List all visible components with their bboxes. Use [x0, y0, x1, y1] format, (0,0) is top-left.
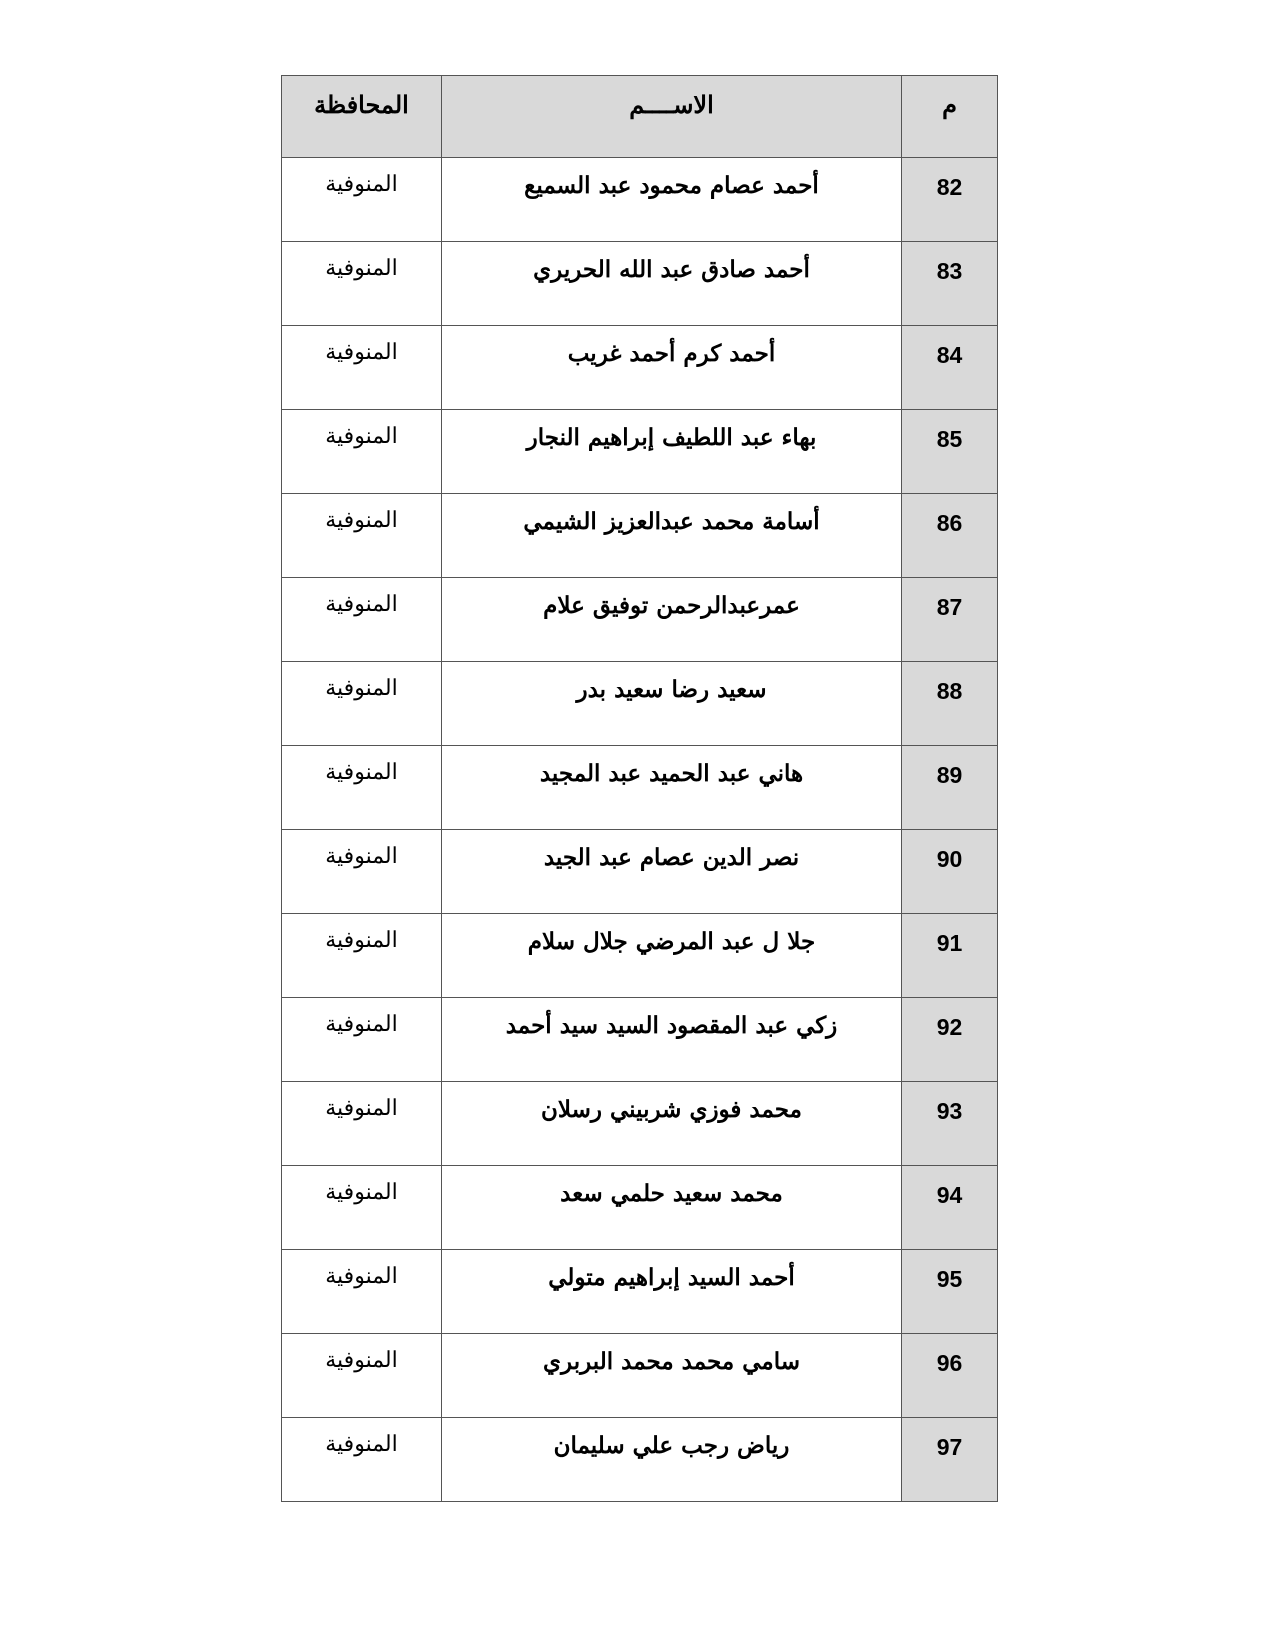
- row-number-cell: 87: [902, 578, 998, 662]
- row-governorate-cell: المنوفية: [282, 746, 442, 830]
- row-name-cell: هاني عبد الحميد عبد المجيد: [442, 746, 902, 830]
- table-row: [282, 158, 998, 242]
- row-name-cell: أحمد عصام محمود عبد السميع: [442, 158, 902, 242]
- row-governorate-cell: المنوفية: [282, 1334, 442, 1418]
- table-row: [282, 242, 998, 326]
- row-name-cell: أحمد كرم أحمد غريب: [442, 326, 902, 410]
- row-number-cell: 91: [902, 914, 998, 998]
- header-governorate: المحافظة: [282, 76, 442, 158]
- row-name-cell: عمرعبدالرحمن توفيق علام: [442, 578, 902, 662]
- row-number-cell: 82: [902, 158, 998, 242]
- table-row: [282, 494, 998, 578]
- row-name-cell: أحمد صادق عبد الله الحريري: [442, 242, 902, 326]
- table-row: [282, 662, 998, 746]
- row-governorate-cell: المنوفية: [282, 410, 442, 494]
- row-number-cell: 88: [902, 662, 998, 746]
- row-governorate-cell: المنوفية: [282, 1166, 442, 1250]
- row-governorate-cell: المنوفية: [282, 1082, 442, 1166]
- row-number-cell: 97: [902, 1418, 998, 1502]
- table-row: [282, 1418, 998, 1502]
- table-row: [282, 830, 998, 914]
- row-governorate-cell: المنوفية: [282, 830, 442, 914]
- row-name-cell: بهاء عبد اللطيف إبراهيم النجار: [442, 410, 902, 494]
- table-row: [282, 1166, 998, 1250]
- row-name-cell: جلا ل عبد المرضي جلال سلام: [442, 914, 902, 998]
- table-row: [282, 1082, 998, 1166]
- row-name-cell: أحمد السيد إبراهيم متولي: [442, 1250, 902, 1334]
- header-name: الاســــم: [442, 76, 902, 158]
- table-row: [282, 1334, 998, 1418]
- row-name-cell: محمد فوزي شربيني رسلان: [442, 1082, 902, 1166]
- table-row: [282, 410, 998, 494]
- row-number-cell: 86: [902, 494, 998, 578]
- row-governorate-cell: المنوفية: [282, 326, 442, 410]
- row-number-cell: 95: [902, 1250, 998, 1334]
- row-governorate-cell: المنوفية: [282, 158, 442, 242]
- row-governorate-cell: المنوفية: [282, 242, 442, 326]
- row-name-cell: زكي عبد المقصود السيد سيد أحمد: [442, 998, 902, 1082]
- header-number: م: [902, 76, 998, 158]
- row-number-cell: 89: [902, 746, 998, 830]
- row-governorate-cell: المنوفية: [282, 998, 442, 1082]
- row-number-cell: 84: [902, 326, 998, 410]
- row-name-cell: نصر الدين عصام عبد الجيد: [442, 830, 902, 914]
- row-governorate-cell: المنوفية: [282, 914, 442, 998]
- table-row: [282, 326, 998, 410]
- row-name-cell: سعيد رضا سعيد بدر: [442, 662, 902, 746]
- row-name-cell: أسامة محمد عبدالعزيز الشيمي: [442, 494, 902, 578]
- row-number-cell: 83: [902, 242, 998, 326]
- table-row: [282, 914, 998, 998]
- table-body: [282, 158, 998, 1502]
- row-governorate-cell: المنوفية: [282, 494, 442, 578]
- names-table: [281, 75, 998, 1502]
- row-governorate-cell: المنوفية: [282, 1250, 442, 1334]
- row-name-cell: رياض رجب علي سليمان: [442, 1418, 902, 1502]
- row-number-cell: 93: [902, 1082, 998, 1166]
- table-row: [282, 578, 998, 662]
- table-header-row: [282, 76, 998, 158]
- row-number-cell: 85: [902, 410, 998, 494]
- table-row: [282, 998, 998, 1082]
- row-governorate-cell: المنوفية: [282, 578, 442, 662]
- table-row: [282, 746, 998, 830]
- row-name-cell: محمد سعيد حلمي سعد: [442, 1166, 902, 1250]
- row-number-cell: 96: [902, 1334, 998, 1418]
- row-number-cell: 92: [902, 998, 998, 1082]
- row-name-cell: سامي محمد محمد البربري: [442, 1334, 902, 1418]
- table-row: [282, 1250, 998, 1334]
- row-number-cell: 94: [902, 1166, 998, 1250]
- row-governorate-cell: المنوفية: [282, 662, 442, 746]
- row-governorate-cell: المنوفية: [282, 1418, 442, 1502]
- row-number-cell: 90: [902, 830, 998, 914]
